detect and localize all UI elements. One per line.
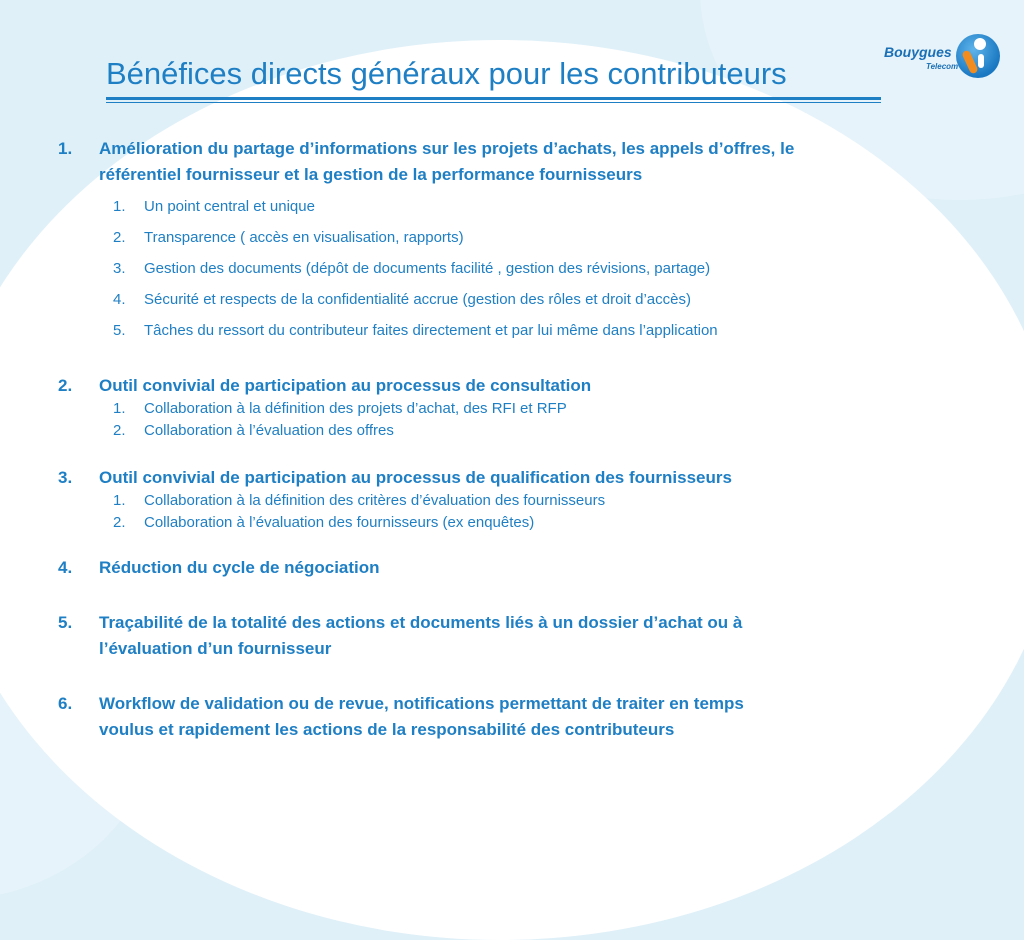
sub-item-number: 4. — [113, 291, 126, 308]
title-divider-thin — [106, 102, 881, 103]
logo-sub-text: Telecom — [926, 62, 959, 71]
sub-item-text: Tâches du ressort du contributeur faites directement et par lui même dans l’application — [144, 322, 718, 339]
sub-item-number: 1. — [113, 400, 126, 417]
bouygues-logo-icon — [956, 34, 1000, 78]
sub-item-text: Gestion des documents (dépôt de documents facilité , gestion des révisions, partage) — [144, 260, 711, 277]
list-item-text: Outil convivial de participation au processus de qualification des fournisseurs — [99, 468, 732, 487]
list-item-number: 2. — [58, 376, 73, 395]
slide-title: Bénéfices directs généraux pour les contributeurs — [106, 56, 787, 91]
list-item-text: référentiel fournisseur et la gestion de la performance fournisseurs — [99, 165, 643, 184]
sub-item-text: Collaboration à la définition des critères d’évaluation des fournisseurs — [144, 492, 606, 509]
sub-item-number: 1. — [113, 492, 126, 509]
bouygues-telecom-logo — [884, 34, 1004, 80]
list-item-text: voulus et rapidement les actions de la responsabilité des contributeurs — [99, 720, 675, 739]
list-item-text: Traçabilité de la totalité des actions et documents liés à un dossier d’achat ou à — [99, 613, 743, 632]
sub-item-text: Un point central et unique — [144, 198, 315, 215]
sub-item-text: Collaboration à l’évaluation des fournisseurs (ex enquêtes) — [144, 514, 535, 531]
sub-item-text: Sécurité et respects de la confidentialité accrue (gestion des rôles et droit d’accès) — [144, 291, 691, 308]
list-item-number: 1. — [58, 139, 73, 158]
sub-item-number: 2. — [113, 422, 126, 439]
sub-item-text: Transparence ( accès en visualisation, rapports) — [144, 229, 464, 246]
list-item-text: Réduction du cycle de négociation — [99, 558, 380, 577]
sub-item-number: 2. — [113, 514, 126, 531]
sub-item-text: Collaboration à la définition des projets d’achat, des RFI et RFP — [144, 400, 567, 417]
sub-item-number: 5. — [113, 322, 126, 339]
list-item-text: Workflow de validation ou de revue, notifications permettant de traiter en temps — [99, 694, 744, 713]
list-item-number: 3. — [58, 468, 73, 487]
sub-item-number: 2. — [113, 229, 126, 246]
logo-brand-text: Bouygues — [884, 44, 952, 60]
list-item-number: 5. — [58, 613, 73, 632]
sub-item-number: 3. — [113, 260, 126, 277]
list-item-number: 6. — [58, 694, 73, 713]
sub-item-number: 1. — [113, 198, 126, 215]
sub-item-text: Collaboration à l’évaluation des offres — [144, 422, 394, 439]
title-divider — [106, 97, 881, 100]
list-item-text: l’évaluation d’un fournisseur — [99, 639, 332, 658]
list-item-number: 4. — [58, 558, 73, 577]
list-item-text: Outil convivial de participation au processus de consultation — [99, 376, 592, 395]
list-item-text: Amélioration du partage d’informations sur les projets d’achats, les appels d’offres, le — [99, 139, 795, 158]
